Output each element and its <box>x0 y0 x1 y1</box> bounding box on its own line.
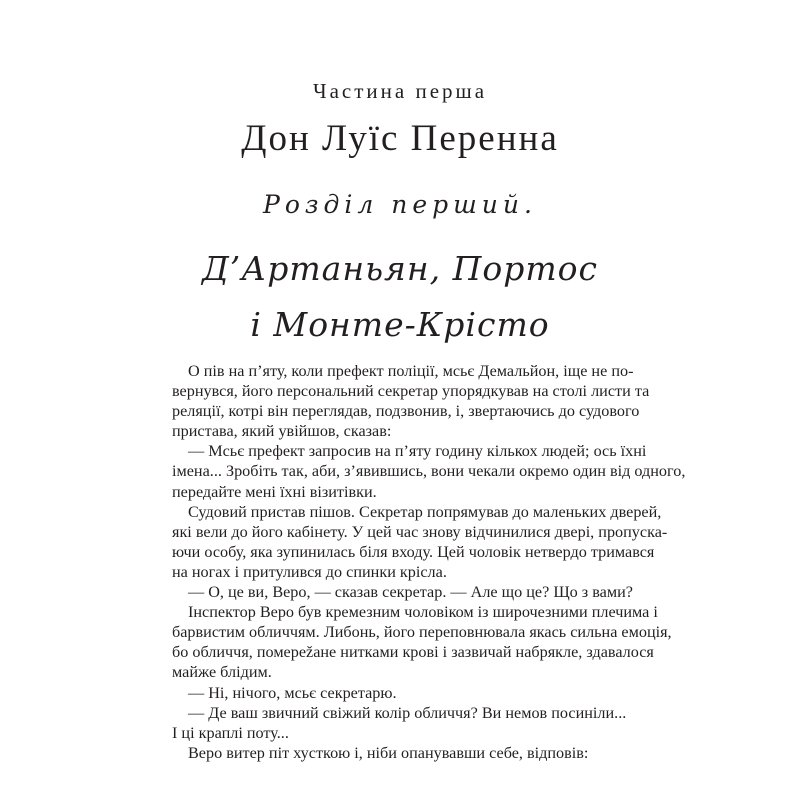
text-line: — О, це ви, Веро, — сказав секретар. — Але що це? Що з вами? <box>188 583 633 602</box>
text-line: реляції, котрі він переглядав, подзвонив, і, звертаючись до судового <box>172 402 640 421</box>
chapter-body-text <box>172 361 686 763</box>
text-line: — Мсьє префект запросив на п’яту годину кількох людей; ось їхні <box>188 442 647 461</box>
text-line: передайте мені їхні візитівки. <box>172 482 377 501</box>
text-line: Судовий пристав пішов. Секретар попрямував до маленьких дверей, <box>188 502 662 521</box>
text-line: барвистим обличчям. Либонь, його переповнювала якась сильна емоція, <box>172 623 672 642</box>
chapter-label: Розділ перший. <box>263 190 537 219</box>
text-line: Веро витер піт хусткою і, ніби опанувавши себе, відповів: <box>188 743 589 762</box>
text-line: Інспектор Веро був кремезним чоловіком із широчезними плечима і <box>188 603 658 622</box>
part-title: Дон Луїс Перенна <box>241 118 559 159</box>
text-line: на ногах і притулився до спинки крісла. <box>172 562 447 581</box>
text-line: вернувся, його персональний секретар упорядкував на столі листи та <box>172 382 650 401</box>
text-line: — Де ваш звичний свіжий колір обличчя? Ви немов посиніли... <box>188 703 627 722</box>
text-line: пристава, який увійшов, сказав: <box>172 422 392 441</box>
text-line: бо обличчя, померežане нитками крові і зазвичай набрякле, здавалося <box>172 643 654 662</box>
text-line: І ці краплі поту... <box>172 723 289 742</box>
text-line: імена... Зробіть так, аби, з’явившись, вони чекали окремо один від одного, <box>172 462 686 481</box>
text-line: ючи особу, яка зупинилась біля входу. Цей чоловік нетвердо тримався <box>172 542 655 561</box>
chapter-title-line-1: Д’Артаньян, Портос <box>201 249 599 288</box>
text-line: — Ні, нічого, мсьє секретарю. <box>188 683 397 702</box>
text-line: майже блідим. <box>172 663 272 682</box>
text-line: О пів на п’яту, коли префект поліції, мсьє Демальйон, іще не по- <box>188 362 634 380</box>
part-label: Частина перша <box>312 79 488 103</box>
text-line: які вели до його кабінету. У цей час знову відчинилися двері, пропуска- <box>172 522 668 541</box>
chapter-title-line-2: і Монте-Крісто <box>250 305 550 344</box>
